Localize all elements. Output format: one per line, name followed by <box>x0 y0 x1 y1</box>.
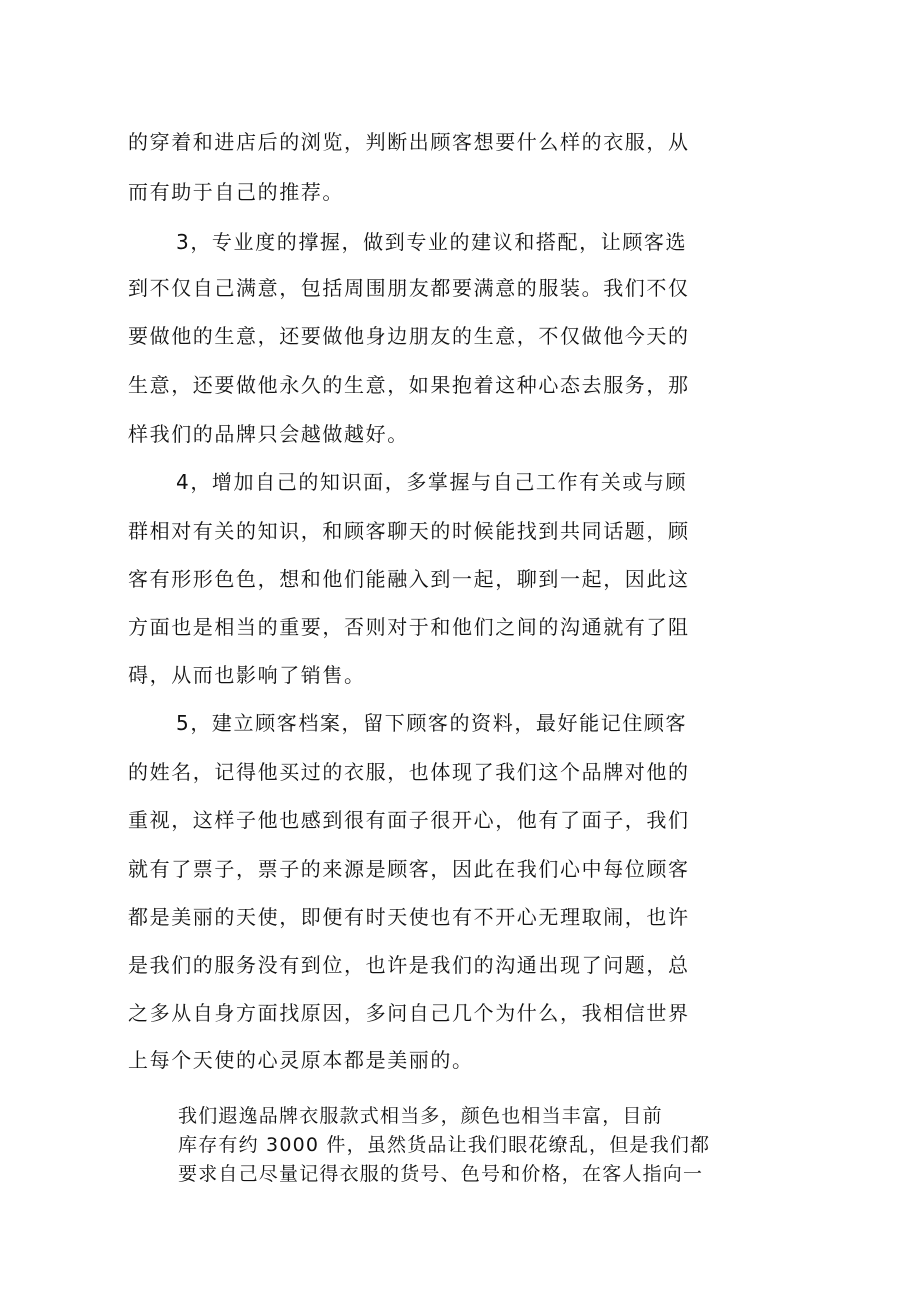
text-line: 库存有约 3000 件，虽然货品让我们眼花缭乱，但是我们都 <box>178 1134 711 1156</box>
text-line: 4，增加自己的知识面，多掌握与自己工作有关或与顾 <box>176 470 688 494</box>
text-line: 客有形形色色，想和他们能融入到一起，聊到一起，因此这 <box>128 567 690 591</box>
text-line: 上每个天使的心灵原本都是美丽的。 <box>128 1048 474 1072</box>
text-line: 的姓名，记得他买过的衣服，也体现了我们这个品牌对他的 <box>128 760 690 784</box>
text-line: 的穿着和进店后的浏览，判断出顾客想要什么样的衣服，从 <box>128 130 690 154</box>
text-line: 群相对有关的知识，和顾客聊天的时候能找到共同话题，顾 <box>128 519 690 543</box>
text-line: 我们遐逸品牌衣服款式相当多，颜色也相当丰富，目前 <box>178 1105 663 1127</box>
text-line: 碍，从而也影响了销售。 <box>128 663 366 687</box>
text-line: 5，建立顾客档案，留下顾客的资料，最好能记住顾客 <box>176 711 688 735</box>
text-line: 3，专业度的撑握，做到专业的建议和搭配，让顾客选 <box>176 230 688 254</box>
text-line: 要做他的生意，还要做他身边朋友的生意，不仅做他今天的 <box>128 324 690 348</box>
text-line: 到不仅自己满意，包括周围朋友都要满意的服装。我们不仅 <box>128 276 690 300</box>
text-line: 要求自己尽量记得衣服的货号、色号和价格，在客人指向一 <box>178 1163 704 1185</box>
text-line: 样我们的品牌只会越做越好。 <box>128 422 409 446</box>
text-line: 重视，这样子他也感到很有面子很开心，他有了面子，我们 <box>128 808 690 832</box>
text-line: 而有助于自己的推荐。 <box>128 180 344 204</box>
text-line: 都是美丽的天使，即便有时天使也有不开心无理取闹，也许 <box>128 905 690 929</box>
text-line: 是我们的服务没有到位，也许是我们的沟通出现了问题，总 <box>128 953 690 977</box>
text-line: 之多从自身方面找原因，多问自己几个为什么，我相信世界 <box>128 1001 690 1025</box>
text-line: 就有了票子，票子的来源是顾客，因此在我们心中每位顾客 <box>128 857 690 881</box>
text-line: 方面也是相当的重要，否则对于和他们之间的沟通就有了阻 <box>128 615 690 639</box>
text-line: 生意，还要做他永久的生意，如果抱着这种心态去服务，那 <box>128 373 690 397</box>
